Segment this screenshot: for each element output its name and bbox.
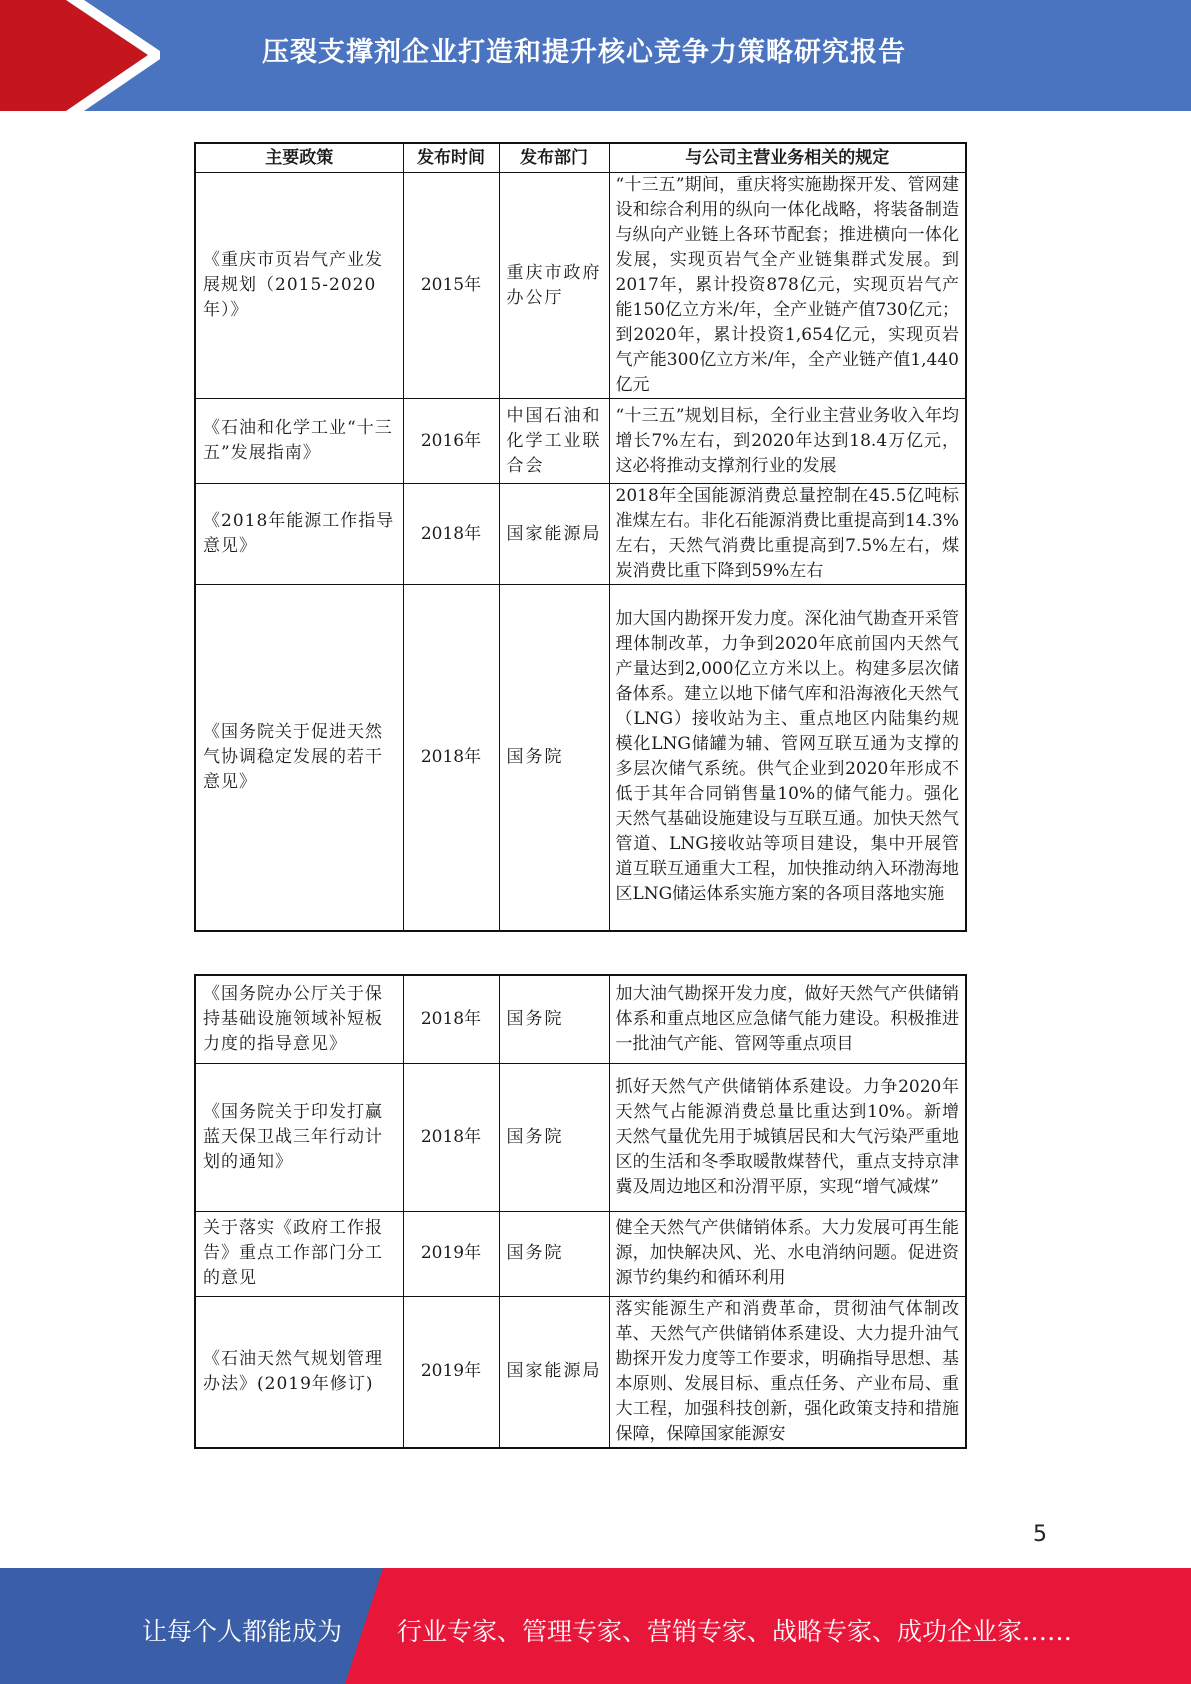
release-department: 中国石油和化学工业联合会: [499, 399, 609, 484]
policy-name: 《2018年能源工作指导意见》: [195, 484, 403, 585]
header-date: 发布时间: [403, 143, 499, 173]
release-department: 国家能源局: [499, 1296, 609, 1448]
release-date: 2015年: [403, 173, 499, 399]
policy-name: 《石油和化学工业“十三五”发展指南》: [195, 399, 403, 484]
release-department: 重庆市政府办公厅: [499, 173, 609, 399]
report-title: 压裂支撑剂企业打造和提升核心竞争力策略研究报告: [262, 37, 906, 68]
header-chevron-decoration: [0, 0, 160, 111]
policy-provision: 健全天然气产供储销体系。大力发展可再生能源，加快解决风、光、水电消纳问题。促进资源节约集约和循环利用: [609, 1211, 966, 1296]
footer-slogan-left: 让每个人都能成为: [142, 1617, 343, 1646]
table-header-row: [195, 143, 966, 173]
page-header: [0, 0, 1191, 111]
release-date: 2019年: [403, 1296, 499, 1448]
table-row: [195, 585, 966, 931]
policy-provision: 2018年全国能源消费总量控制在45.5亿吨标准煤左右。非化石能源消费比重提高到14.3%左右，天然气消费比重提高到7.5%左右，煤炭消费比重下降到59%左右: [609, 484, 966, 585]
page-number: 5: [1033, 1522, 1047, 1547]
header-policy: 主要政策: [195, 143, 403, 173]
table-row: [195, 1211, 966, 1296]
release-department: 国务院: [499, 975, 609, 1063]
release-department: 国务院: [499, 1063, 609, 1211]
release-date: 2016年: [403, 399, 499, 484]
header-rule: 与公司主营业务相关的规定: [609, 143, 966, 173]
release-department: 国家能源局: [499, 484, 609, 585]
policy-name: 关于落实《政府工作报告》重点工作部门分工的意见: [195, 1211, 403, 1296]
policy-table-part2: [194, 974, 967, 1449]
policy-provision: 加大油气勘探开发力度，做好天然气产供储销体系和重点地区应急储气能力建设。积极推进一批油气产能、管网等重点项目: [609, 975, 966, 1063]
policy-provision: 落实能源生产和消费革命，贯彻油气体制改革、天然气产供储销体系建设、大力提升油气勘探开发力度等工作要求，明确指导思想、基本原则、发展目标、重点任务、产业布局、重大工程，加强科技创新，强化政策支持和措施保障，保障国家能源安: [609, 1296, 966, 1448]
release-date: 2019年: [403, 1211, 499, 1296]
policy-provision: “十三五”规划目标，全行业主营业务收入年均增长7%左右，到2020年达到18.4万亿元，这必将推动支撑剂行业的发展: [609, 399, 966, 484]
page-footer: [0, 1568, 1191, 1684]
release-date: 2018年: [403, 1063, 499, 1211]
release-department: 国务院: [499, 585, 609, 931]
table-row: [195, 975, 966, 1063]
policy-name: 《国务院关于印发打赢蓝天保卫战三年行动计划的通知》: [195, 1063, 403, 1211]
policy-name: 《国务院办公厅关于保持基础设施领域补短板力度的指导意见》: [195, 975, 403, 1063]
policy-provision: “十三五”期间，重庆将实施勘探开发、管网建设和综合利用的纵向一体化战略，将装备制造与纵向产业链上各环节配套；推进横向一体化发展，实现页岩气全产业链集群式发展。到2017年，累计投资878亿元，实现页岩气产能150亿立方米/年，全产业链产值730亿元；到2020年，累计投资1,654亿元，实现页岩气产能300亿立方米/年，全产业链产值1,440亿元: [609, 173, 966, 399]
policy-table-part1: [194, 142, 967, 932]
header-dept: 发布部门: [499, 143, 609, 173]
table-row: [195, 1063, 966, 1211]
policy-name: 《石油天然气规划管理办法》(2019年修订): [195, 1296, 403, 1448]
release-date: 2018年: [403, 585, 499, 931]
table-row: [195, 1296, 966, 1448]
footer-slogan-right: 行业专家、管理专家、营销专家、战略专家、成功企业家……: [397, 1617, 1073, 1646]
table-row: [195, 484, 966, 585]
table-row: [195, 399, 966, 484]
policy-name: 《国务院关于促进天然气协调稳定发展的若干意见》: [195, 585, 403, 931]
release-date: 2018年: [403, 975, 499, 1063]
policy-provision: 加大国内勘探开发力度。深化油气勘查开采管理体制改革，力争到2020年底前国内天然气产量达到2,000亿立方米以上。构建多层次储备体系。建立以地下储气库和沿海液化天然气（LNG）接收站为主、重点地区内陆集约规模化LNG储罐为辅、管网互联互通为支撑的多层次储气系统。供气企业到2020年形成不低于其年合同销售量10%的储气能力。强化天然气基础设施建设与互联互通。加快天然气管道、LNG接收站等项目建设，集中开展管道互联互通重大工程，加快推动纳入环渤海地区LNG储运体系实施方案的各项目落地实施: [609, 585, 966, 931]
policy-provision: 抓好天然气产供储销体系建设。力争2020年天然气占能源消费总量比重达到10%。新增天然气量优先用于城镇居民和大气污染严重地区的生活和冬季取暖散煤替代，重点支持京津冀及周边地区和汾渭平原，实现“增气减煤”: [609, 1063, 966, 1211]
release-department: 国务院: [499, 1211, 609, 1296]
table-row: [195, 173, 966, 399]
policy-name: 《重庆市页岩气产业发展规划（2015-2020年）》: [195, 173, 403, 399]
release-date: 2018年: [403, 484, 499, 585]
